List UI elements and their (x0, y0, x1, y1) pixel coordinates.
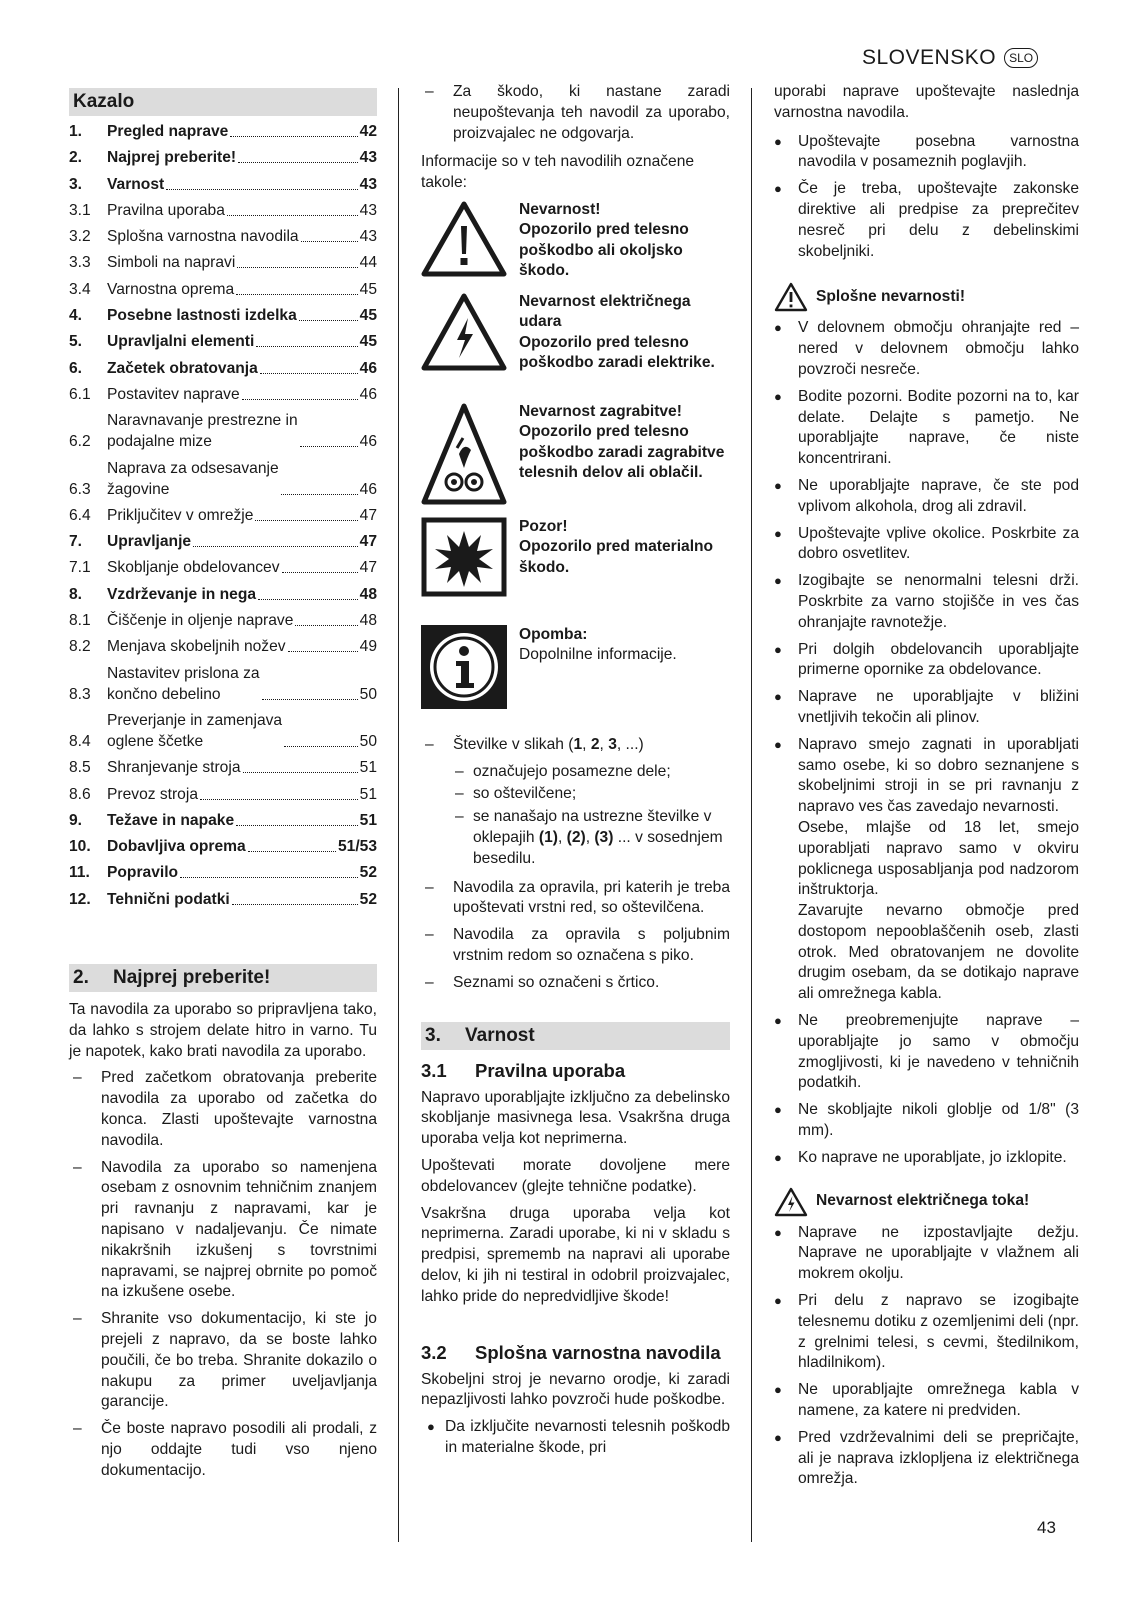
toc-item (69, 610, 377, 631)
toc-item-title: Težave in napake (107, 811, 235, 829)
toc-item-number: 3.4 (69, 280, 91, 298)
list-item: ● Pri dolgih obdelovancih uporabljajte primerne opornike za obdelovance. (774, 640, 1079, 679)
toc-item-title: Shranjevanje stroja (107, 759, 241, 777)
paragraph: Upoštevati morate dovoljene mere obdelovancev (glejte tehnične podatke). (421, 1156, 730, 1195)
toc-item (69, 584, 377, 605)
list-item: ● Naprave ne izpostavljajte dežju. Naprave ne uporabljajte v vlažnem ali mokrem okolju. (774, 1223, 1079, 1283)
toc-item-page: 45 (359, 307, 377, 325)
electric-hazards-heading: Nevarnost električnega toka! (774, 1187, 1079, 1217)
list-item: – označujejo posamezne dele; (455, 762, 671, 780)
toc-item-number: 8.6 (69, 785, 91, 803)
toc-item-page: 42 (359, 123, 377, 140)
list-item: ● Bodite pozorni. Bodite pozorni na to, kar delate. Delajte s pametjo. Ne uporabljajte naprave, če niste koncentrirani. (774, 387, 1079, 468)
toc-item-title: Najprej preberite! (107, 149, 237, 167)
toc-item-title: Nastavitev prislona za končno debelino (107, 664, 260, 703)
toc-item (69, 836, 377, 857)
list-item: ● Izogibajte se nenormalni telesni drži. Poskrbite za varno stojišče in ves čas ohranjajte ravnotežje. (774, 572, 1079, 631)
symbol-legend-item (421, 517, 730, 611)
toc-item-title: Pravilna uporaba (107, 201, 225, 219)
toc-item-title: Prevoz stroja (107, 785, 198, 803)
toc-item (69, 147, 377, 168)
toc-item-title: Čiščenje in oljenje naprave (107, 612, 294, 630)
toc-item-number: 8.3 (69, 685, 91, 703)
toc-item-page: 43 (359, 149, 377, 167)
symbol-legend-item (421, 625, 730, 717)
toc-leader (230, 136, 357, 137)
toc-item-page: 49 (359, 638, 377, 656)
toc-item (69, 358, 377, 379)
paragraph: Skobeljni stroj je nevarno orodje, ki zaradi nepazljivosti lahko povzroči hude poškodbe. (421, 1370, 730, 1409)
toc-item-page: 48 (359, 612, 377, 630)
language-name: SLOVENSKO (862, 45, 997, 69)
list-item: ● Ko naprave ne uporabljate, jo izklopite. (774, 1148, 1067, 1166)
symbol-title: Opomba: (519, 625, 588, 643)
list-item: ● Pri delu z napravo se izogibajte telesnemu dotiku z ozemljenimi deli (npr. z grelnimi telesi, s cevmi, štedilnikom, hladilnikom). (774, 1292, 1079, 1372)
toc-item-number: 8. (69, 585, 83, 603)
toc-item-number: 3.3 (69, 254, 91, 272)
symbol-legend-item (421, 402, 730, 513)
toc-item-page: 43 (359, 201, 377, 219)
toc-item (69, 889, 377, 910)
list-item: – so oštevilčene; (455, 785, 577, 803)
toc-item-number: 10. (69, 838, 91, 856)
symbol-description: Opozorilo pred telesno poškodbo zaradi elektrike. (519, 333, 715, 372)
list-item: ● Naprave ne uporabljajte v bližini vnetljivih tekočin ali plinov. (774, 688, 1079, 726)
toc-leader (262, 699, 358, 700)
toc-item-number: 6.2 (69, 433, 91, 451)
toc-leader (236, 294, 358, 295)
toc-item-number: 8.5 (69, 759, 91, 777)
toc-leader (256, 346, 357, 347)
toc-item-number: 3. (69, 175, 83, 193)
toc-leader (236, 825, 358, 826)
toc-item-number: 12. (69, 890, 91, 908)
toc-item (69, 862, 377, 883)
toc-item-number: 1. (69, 123, 83, 140)
toc-item-number: 4. (69, 307, 83, 325)
symbol-title: Nevarnost električnega udara (519, 292, 691, 331)
toc-item-number: 7. (69, 533, 83, 551)
toc-item-page: 52 (359, 864, 377, 882)
toc-item (69, 636, 377, 657)
general-hazards-heading: Splošne nevarnosti! (774, 282, 1079, 312)
list-item: – Navodila za opravila s poljubnim vrstnim redom so označena s piko. (425, 926, 730, 964)
symbol-title: Nevarnost zagrabitve! (519, 402, 682, 420)
info-intro: Informacije so v teh navodilih označene takole: (421, 153, 695, 192)
toc-item-number: 9. (69, 811, 83, 829)
section-3-heading: 3. Varnost (421, 1022, 730, 1050)
toc-leader (284, 746, 358, 747)
list-item: – Pred začetkom obratovanja preberite navodila za uporabo od začetka do konca. Zlasti upoštevajte varnostna navodila. (73, 1069, 377, 1149)
toc-item (69, 410, 377, 452)
list-item: ● Upoštevajte posebna varnostna navodila v posameznih poglavjih. (774, 132, 1079, 171)
toc-item (69, 252, 377, 273)
toc-leader (243, 772, 358, 773)
toc-item-page: 45 (359, 280, 377, 298)
toc-item (69, 557, 377, 578)
list-item: ● Ne uporabljajte omrežnega kabla v namene, za katere ni predviden. (774, 1381, 1079, 1420)
toc-item-page: 51 (359, 811, 377, 829)
toc-item-page: 43 (359, 228, 377, 246)
toc-item (69, 226, 377, 247)
paragraph: uporabi naprave upoštevajte naslednja varnostna navodila. (774, 83, 1079, 121)
toc-leader (295, 625, 357, 626)
toc-item-title: Priključitev v omrežje (107, 506, 254, 524)
toc-item-title: Postavitev naprave (107, 385, 240, 403)
toc-item-title: Začetek obratovanja (107, 359, 258, 377)
toc-item-page: 47 (359, 533, 377, 551)
toc-leader (260, 373, 358, 374)
toc-item (69, 279, 377, 300)
section-2-list (69, 1068, 377, 1481)
toc-item-title: Posebne lastnosti izdelka (107, 307, 297, 325)
list-item: – Če boste napravo posodili ali prodali, z njo oddajte tudi vso njeno dokumentacijo. (73, 1420, 377, 1479)
toc-leader (166, 189, 357, 190)
toc-leader (238, 162, 358, 163)
toc-item-title: Upravljanje (107, 533, 192, 551)
toc-item (69, 531, 377, 552)
list-item: – se nanašajo na ustrezne številke v oklepajih (1), (2), (3) ... v sosednjem besedilu. (455, 808, 723, 867)
toc-item-title: Dobavljiva oprema (107, 838, 246, 856)
toc-item (69, 200, 377, 221)
toc-item-number: 6.1 (69, 385, 91, 403)
symbol-legend-item (421, 200, 730, 288)
toc-item-page: 46 (359, 480, 377, 498)
paragraph: Vsakršna druga uporaba velja kot neprimerna. Zaradi uporabe, ki ni v skladu s predpisi, sprememb na napravi ali uporabe delov, ki jih ni testiral in odobril proizvajalec, lahko pride do nepredvidljive škode! (421, 1204, 730, 1305)
symbol-legend (421, 200, 730, 717)
list-item: ● Če je treba, upoštevajte zakonske direktive ali predpise za preprečitev nesreč pri delu z debelinskimi skobeljniki. (774, 180, 1079, 260)
symbol-description: Opozorilo pred telesno poškodbo zaradi zagrabitve telesnih delov ali oblačil. (519, 423, 725, 482)
toc-item-page: 45 (359, 333, 377, 351)
section-3-2-heading: 3.2 Splošna varnostna navodila (421, 1341, 721, 1363)
toc-item (69, 331, 377, 352)
toc-item (69, 710, 377, 752)
list-item: – Številke v slikah (1, 2, 3, ...) (425, 735, 644, 753)
toc-item (69, 174, 377, 195)
toc-item-title: Simboli na napravi (107, 254, 236, 272)
toc-item-number: 2. (69, 149, 83, 167)
toc-item-title: Menjava skobeljnih nožev (107, 638, 286, 656)
column-left (69, 88, 377, 1488)
toc-leader (300, 446, 358, 447)
section-3-1-heading: 3.1 Pravilna uporaba (421, 1059, 626, 1081)
toc-item-title: Vzdrževanje in nega (107, 585, 257, 603)
toc-leader (200, 799, 358, 800)
toc-leader (180, 877, 358, 878)
warning-triangle-icon (421, 200, 507, 288)
toc-item-number: 6.3 (69, 480, 91, 498)
toc-leader (232, 904, 358, 905)
list-item: ● Upoštevajte vplive okolice. Poskrbite za dobro osvetlitev. (774, 524, 1079, 563)
list-item: – Navodila za opravila, pri katerih je treba upoštevati vrstni red, so oštevilčena. (425, 878, 730, 917)
page-number: 43 (1037, 1518, 1056, 1537)
toc-item-title: Varnostna oprema (107, 280, 235, 298)
symbol-description: Opozorilo pred materialno škodo. (519, 538, 714, 576)
toc-item (69, 505, 377, 526)
toc-item-number: 7.1 (69, 559, 91, 577)
symbol-title: Nevarnost! (519, 200, 601, 218)
column-right (774, 82, 1079, 1496)
toc-item-title: Pregled naprave (107, 123, 229, 140)
toc-item (69, 784, 377, 805)
toc-item-number: 3.1 (69, 201, 91, 219)
section-2-intro: Ta navodila za uporabo so pripravljena tako, da lahko s strojem delate hitro in varno. Tu je napotek, kako brati navodila za uporabo. (69, 1001, 377, 1060)
symbol-description: Dopolnilne informacije. (519, 646, 677, 664)
info-icon (421, 625, 507, 717)
toc-leader (258, 599, 358, 600)
column-middle (421, 82, 730, 1465)
toc-item-title: Varnost (107, 175, 165, 193)
toc-item (69, 458, 377, 500)
toc-item-page: 44 (359, 254, 377, 272)
section-2-heading: 2. Najprej preberite! (69, 964, 377, 992)
toc-heading: Kazalo (69, 88, 377, 116)
toc-item-page: 51 (359, 785, 377, 803)
toc-item-title: Skobljanje obdelovancev (107, 559, 280, 577)
toc-item-page: 50 (359, 685, 377, 703)
toc-leader (301, 241, 358, 242)
list-item: – Za škodo, ki nastane zaradi neupoštevanja teh navodil za uporabo, proizvajalec ne odgovarja. (425, 83, 730, 142)
list-item: ● V delovnem območju ohranjajte red – nered v delovnem območju lahko povzroči nesreče. (774, 319, 1079, 378)
toc-item (69, 121, 377, 142)
toc-leader (281, 494, 358, 495)
column-divider (751, 88, 752, 1542)
toc-leader (248, 851, 336, 852)
table-of-contents (69, 121, 377, 910)
electric-hazard-icon (421, 292, 507, 398)
toc-item-title: Splošna varnostna navodila (107, 228, 299, 246)
list-item: – Navodila za uporabo so namenjena osebam z osnovnim tehničnim znanjem pri ravnanju z napravami, kar je napisano v nadaljevanju. Če nimate nikakršnih izkušenj s tovrstnimi napravami, se najprej obrnite po pomoč na izkušene osebe. (73, 1158, 377, 1301)
toc-item-number: 8.4 (69, 732, 91, 750)
toc-item-title: Naprava za odsesavanje žagovine (107, 459, 279, 498)
toc-item-page: 52 (359, 890, 377, 908)
list-item: – Shranite vso dokumentacijo, ki ste jo prejeli z napravo, da se boste lahko poučili, če bo treba. Shranite dokazilo o nakupu za primer uveljavljanja garancije. (73, 1310, 377, 1411)
toc-leader (299, 320, 358, 321)
toc-leader (282, 572, 358, 573)
toc-leader (242, 399, 358, 400)
list-item: ● Ne skobljajte nikoli globlje od 1/8" (3 mm). (774, 1101, 1079, 1140)
column-divider (398, 88, 399, 1542)
list-item: ● Pred vzdrževalnimi deli se prepričajte, ali je naprava izklopljena iz električnega omrežja. (774, 1428, 1079, 1488)
material-damage-icon (421, 517, 507, 611)
toc-item (69, 663, 377, 705)
electric-hazard-icon (774, 1187, 808, 1217)
toc-leader (227, 215, 358, 216)
language-header (862, 44, 1038, 72)
toc-leader (255, 520, 357, 521)
toc-item-number: 8.2 (69, 638, 91, 656)
toc-item-page: 43 (359, 175, 377, 193)
toc-leader (237, 267, 357, 268)
toc-item-title: Upravljalni elementi (107, 333, 255, 351)
toc-item (69, 384, 377, 405)
toc-item-number: 6. (69, 359, 83, 377)
toc-item-number: 6.4 (69, 506, 91, 524)
toc-item-number: 3.2 (69, 228, 91, 246)
toc-item-page: 50 (359, 732, 377, 750)
list-item: ● Ne uporabljajte naprave, če ste pod vplivom alkohola, drog ali zdravil. (774, 476, 1079, 515)
list-item: ● Da izključite nevarnosti telesnih poškodb in materialne škode, pri (427, 1418, 730, 1456)
language-code-badge: SLO (1004, 48, 1038, 68)
toc-item-number: 11. (69, 864, 90, 882)
toc-item-page: 47 (359, 559, 377, 577)
toc-item-title: Naravnavanje prestrezne in podajalne mize (107, 412, 298, 451)
toc-item-number: 5. (69, 333, 83, 351)
notation-list (421, 878, 730, 994)
toc-item (69, 305, 377, 326)
toc-item-page: 46 (359, 359, 377, 377)
toc-item-title: Preverjanje in zamenjava oglene ščetke (107, 711, 283, 750)
list-item: ● Napravo smejo zagnati in uporabljati samo osebe, ki so dobro seznanjene s skobeljnimi stroji in se pri ravnanju z napravo ves čas zavedajo nevarnosti. Osebe, mlajše od 18 let, smejo uporabljati napravo samo v okviru poklicnega usposabljanja pod nadzorom inštruktorja. Zavarujte nevarno območje pred dostopom nepooblaščenih oseb, zlasti otrok. Med obratovanjem ne dovolite drugim osebam, da se dotikajo naprave ali omrežnega kabla. (774, 735, 1079, 1003)
toc-item-title: Popravilo (107, 864, 179, 882)
paragraph: Napravo uporabljajte izključno za debelinsko skobljanje masivnega lesa. Vsakršna druga uporaba velja kot neprimerna. (421, 1088, 730, 1148)
toc-item (69, 757, 377, 778)
toc-item-title: Tehnični podatki (107, 890, 230, 908)
symbol-title: Pozor! (519, 517, 568, 535)
toc-leader (193, 546, 358, 547)
toc-item-page: 51 (359, 759, 377, 777)
toc-item-page: 47 (359, 506, 377, 524)
symbol-description: Opozorilo pred telesno poškodbo ali okoljsko škodo. (519, 221, 689, 280)
toc-item-page: 51/53 (337, 838, 377, 856)
toc-item-page: 48 (359, 585, 377, 603)
toc-item-page: 46 (359, 385, 377, 403)
toc-leader (288, 651, 358, 652)
symbol-legend-item (421, 292, 730, 398)
list-item: ● Ne preobremenjujte naprave – uporabljajte jo samo v območju zmogljivosti, ki je navedeno v tehničnih podatkih. (774, 1012, 1079, 1092)
toc-item (69, 810, 377, 831)
warning-triangle-icon (774, 282, 808, 312)
toc-item-number: 8.1 (69, 612, 91, 630)
toc-item-page: 46 (359, 433, 377, 451)
list-item: – Seznami so označeni s črtico. (425, 973, 660, 991)
entanglement-hazard-icon (421, 402, 507, 513)
